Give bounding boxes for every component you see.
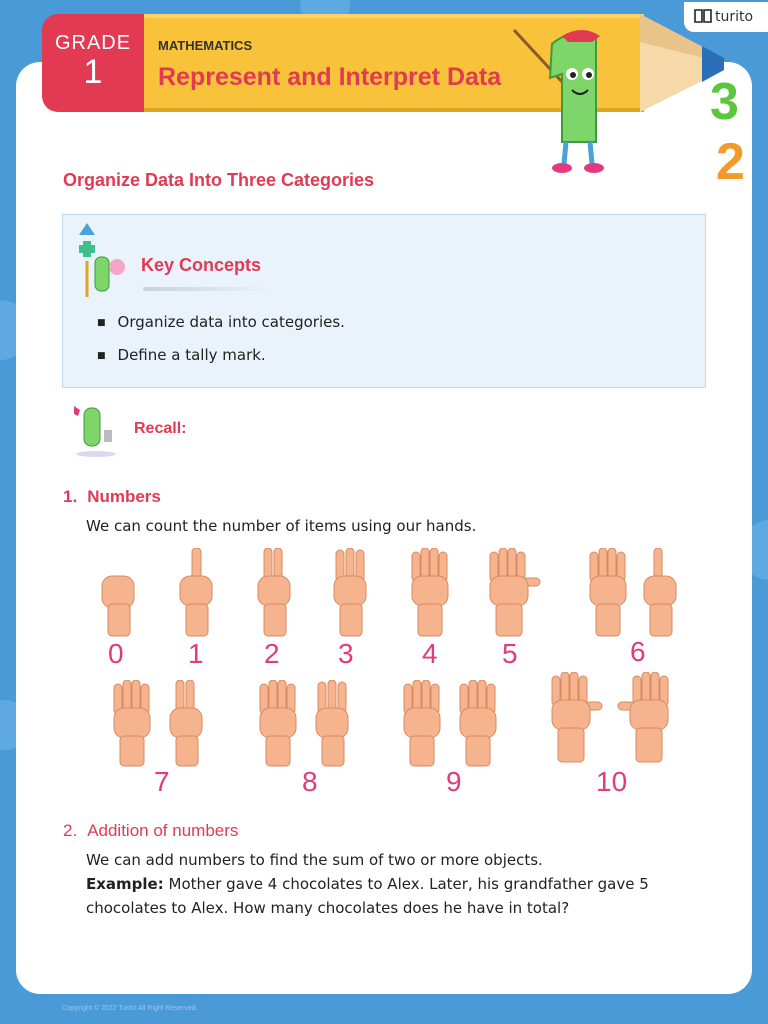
subject-label: MATHEMATICS <box>158 38 253 53</box>
addition-text: We can add numbers to find the sum of two or more objects. <box>86 851 543 869</box>
key-concepts-title: Key Concepts <box>141 255 262 275</box>
seven-fingers-hands-icon <box>110 680 210 768</box>
three-fingers-hand-icon <box>330 548 370 638</box>
four-fingers-hand-icon <box>408 548 452 638</box>
brand-name: turito <box>715 9 754 25</box>
book-icon <box>694 9 712 23</box>
hand-number-label: 5 <box>502 638 518 669</box>
grade-number: 1 <box>83 53 103 91</box>
hand-number-label: 8 <box>302 766 318 797</box>
hand-number-label: 9 <box>446 766 462 797</box>
ten-fingers-hands-icon <box>548 672 672 764</box>
brand-logo[interactable] <box>684 2 768 32</box>
recall-label: Recall: <box>134 420 187 437</box>
hand-number-label: 2 <box>264 638 280 669</box>
hand-number-label: 10 <box>596 766 628 797</box>
example-label: Example: <box>86 875 164 893</box>
one-finger-hand-icon <box>176 548 216 638</box>
grade-badge <box>42 14 144 112</box>
hand-number-label: 7 <box>154 766 170 797</box>
list-item: ■ Organize data into categories. <box>97 313 345 346</box>
list-item: ■ Define a tally mark. <box>97 346 345 379</box>
example-text: Mother gave 4 chocolates to Alex. Later, his grandfather gave 5 chocolates to Alex. How many chocolates does he have in total? <box>86 875 649 917</box>
key-concepts-mascot-icon <box>73 221 129 299</box>
title-underline <box>143 287 273 291</box>
deco-digit-three: 3 <box>710 73 739 131</box>
nine-fingers-hands-icon <box>400 680 504 768</box>
example-paragraph <box>86 872 686 920</box>
grade-label: GRADE <box>54 32 132 54</box>
numbers-heading <box>63 487 161 507</box>
deco-digit-two: 2 <box>716 133 745 191</box>
five-fingers-hand-icon <box>486 548 542 638</box>
hand-number-label: 1 <box>188 638 204 669</box>
addition-title: Addition of numbers <box>87 821 239 840</box>
recall-mascot-icon <box>70 400 120 460</box>
hand-number-label: 4 <box>422 638 438 669</box>
six-fingers-hands-icon <box>586 548 682 638</box>
copyright-text: Copyright © 2022 Turito All Right Reserved. <box>62 1005 198 1012</box>
numbers-title: Numbers <box>87 487 161 506</box>
fist-hand-icon <box>98 568 138 638</box>
key-concepts-list <box>97 313 345 379</box>
key-concepts-box <box>62 214 706 388</box>
section-title: Organize Data Into Three Categories <box>63 170 375 190</box>
addition-heading <box>63 821 238 841</box>
topic-title: Represent and Interpret Data <box>158 63 502 91</box>
two-fingers-hand-icon <box>254 548 294 638</box>
number-one-mascot-icon <box>512 24 622 176</box>
hand-number-label: 0 <box>108 638 124 669</box>
eight-fingers-hands-icon <box>256 680 356 768</box>
numbers-text: We can count the number of items using our hands. <box>86 517 477 535</box>
hand-number-label: 3 <box>338 638 354 669</box>
hand-number-label: 6 <box>630 636 646 667</box>
numbers-index: 1. <box>63 487 78 506</box>
addition-index: 2. <box>63 821 78 840</box>
